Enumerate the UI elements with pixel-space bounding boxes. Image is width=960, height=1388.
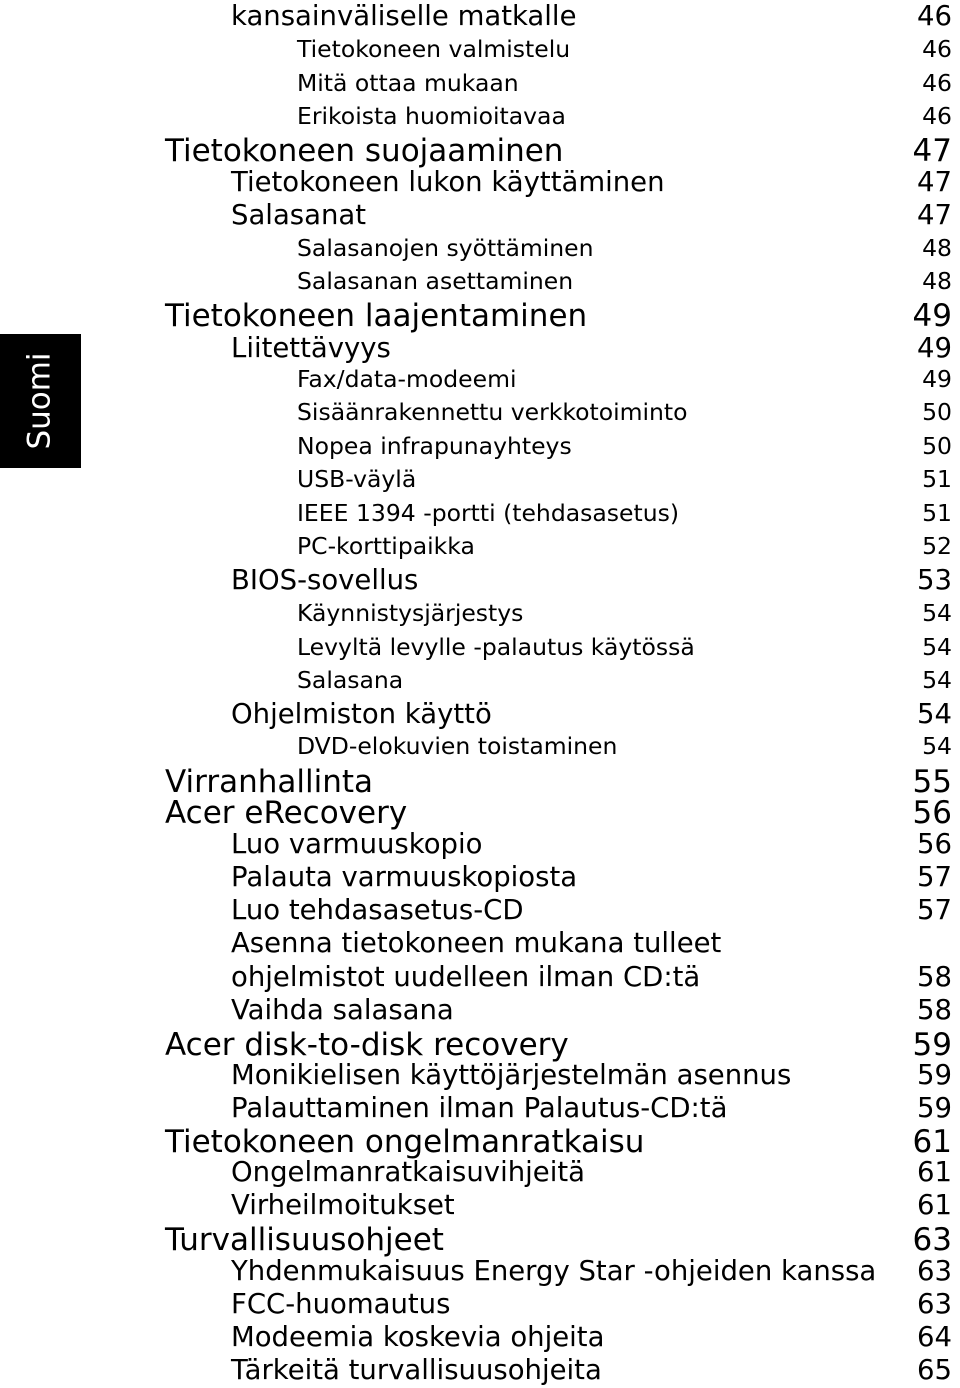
toc-entry-page: 61 xyxy=(917,1189,952,1221)
toc-entry[interactable] xyxy=(0,925,952,961)
toc-entry[interactable] xyxy=(0,595,952,631)
toc-entry-title: PC-korttipaikka xyxy=(297,532,475,560)
toc-entry-page: 47 xyxy=(917,166,952,198)
toc-entry-title: Luo tehdasasetus-CD xyxy=(231,894,524,926)
toc-entry-title: ohjelmistot uudelleen ilman CD:tä xyxy=(231,961,701,993)
toc-entry[interactable] xyxy=(0,1253,952,1289)
toc-entry-title: Luo varmuuskopio xyxy=(231,828,483,860)
toc-entry[interactable] xyxy=(0,826,952,862)
toc-entry[interactable] xyxy=(0,859,952,895)
toc-entry-page: 65 xyxy=(917,1354,952,1386)
toc-entry[interactable] xyxy=(0,959,952,995)
toc-entry-page: 57 xyxy=(917,861,952,893)
toc-entry[interactable] xyxy=(0,1286,952,1322)
toc-entry-title: Salasana xyxy=(297,666,404,694)
toc-entry[interactable] xyxy=(0,1187,952,1223)
toc-entry-title: Mitä ottaa mukaan xyxy=(297,69,519,97)
toc-entry-title: Yhdenmukaisuus Energy Star -ohjeiden kanssa xyxy=(231,1255,877,1287)
toc-entry-page: 46 xyxy=(922,35,952,63)
toc-entry-page: 47 xyxy=(912,133,952,169)
toc-entry-page: 59 xyxy=(917,1059,952,1091)
toc-entry[interactable] xyxy=(0,65,952,101)
toc-entry-title: Asenna tietokoneen mukana tulleet xyxy=(231,927,722,959)
toc-entry[interactable] xyxy=(0,394,952,430)
toc-entry[interactable] xyxy=(0,164,952,200)
toc-entry[interactable] xyxy=(0,992,952,1028)
toc-entry-page: 48 xyxy=(922,234,952,262)
toc-entry[interactable] xyxy=(0,562,952,598)
toc-entry[interactable] xyxy=(0,696,952,732)
toc-entry-title: Salasanat xyxy=(231,199,367,231)
toc-entry-title: Vaihda salasana xyxy=(231,994,454,1026)
toc-entry[interactable] xyxy=(0,1154,952,1190)
toc-entry[interactable] xyxy=(0,629,952,665)
toc-entry-page: 58 xyxy=(917,994,952,1026)
language-tab-label: Suomi xyxy=(21,352,58,450)
toc-entry-title: Ongelmanratkaisuvihjeitä xyxy=(231,1156,585,1188)
toc-entry[interactable] xyxy=(0,0,952,34)
toc-entry-page: 50 xyxy=(922,432,952,460)
toc-entry[interactable] xyxy=(0,461,952,497)
toc-entry[interactable] xyxy=(0,263,952,299)
toc-entry-page: 52 xyxy=(922,532,952,560)
toc-entry-page: 63 xyxy=(917,1288,952,1320)
toc-entry-title: Salasanan asettaminen xyxy=(297,267,574,295)
toc-entry-page: 54 xyxy=(922,732,952,760)
toc-entry-title: Liitettävyys xyxy=(231,332,391,364)
toc-entry-page: 56 xyxy=(912,795,952,831)
toc-entry-page: 61 xyxy=(912,1124,952,1160)
toc-entry-page: 51 xyxy=(922,465,952,493)
toc-entry-title: Salasanojen syöttäminen xyxy=(297,234,594,262)
toc-entry[interactable] xyxy=(0,428,952,464)
toc-entry-title: kansainväliselle matkalle xyxy=(231,0,577,32)
toc-entry[interactable] xyxy=(0,892,952,928)
toc-entry-title: IEEE 1394 -portti (tehdasasetus) xyxy=(297,499,680,527)
toc-entry-title: Erikoista huomioitavaa xyxy=(297,102,566,130)
toc-entry-page: 54 xyxy=(922,599,952,627)
toc-entry-page: 57 xyxy=(917,894,952,926)
toc-entry[interactable] xyxy=(0,197,952,233)
toc-entry-page: 63 xyxy=(917,1255,952,1287)
toc-entry-title: Tietokoneen ongelmanratkaisu xyxy=(165,1124,645,1160)
toc-entry-page: 51 xyxy=(922,499,952,527)
toc-entry[interactable] xyxy=(0,662,952,698)
toc-entry-page: 48 xyxy=(922,267,952,295)
toc-entry[interactable] xyxy=(0,1352,952,1388)
toc-entry-title: Ohjelmiston käyttö xyxy=(231,698,492,730)
toc-entry-page: 59 xyxy=(917,1092,952,1124)
toc-entry-page: 61 xyxy=(917,1156,952,1188)
toc-entry-title: Palauta varmuuskopiosta xyxy=(231,861,578,893)
toc-entry-title: USB-väylä xyxy=(297,465,417,493)
toc-entry-page: 53 xyxy=(917,564,952,596)
toc-entry-page: 55 xyxy=(912,764,952,800)
toc-entry-title: Tietokoneen lukon käyttäminen xyxy=(231,166,665,198)
toc-entry-page: 49 xyxy=(922,365,952,393)
toc-entry-title: Sisäänrakennettu verkkotoiminto xyxy=(297,398,688,426)
toc-entry-title: Virheilmoitukset xyxy=(231,1189,455,1221)
toc-entry-title: Tietokoneen suojaaminen xyxy=(165,133,564,169)
toc-entry-title: Modeemia koskevia ohjeita xyxy=(231,1321,605,1353)
toc-entry-page: 54 xyxy=(922,666,952,694)
toc-entry-page: 64 xyxy=(917,1321,952,1353)
toc-entry-page: 54 xyxy=(922,633,952,661)
toc-entry-title: Nopea infrapunayhteys xyxy=(297,432,572,460)
toc-entry[interactable] xyxy=(0,528,952,564)
toc-entry[interactable] xyxy=(0,1319,952,1355)
toc-entry-title: Palauttaminen ilman Palautus-CD:tä xyxy=(231,1092,728,1124)
toc-entry[interactable] xyxy=(0,1057,952,1093)
toc-entry-title: Levyltä levylle -palautus käytössä xyxy=(297,633,695,661)
toc-entry[interactable] xyxy=(0,495,952,531)
toc-entry-title: Fax/data-modeemi xyxy=(297,365,517,393)
toc-entry[interactable] xyxy=(0,98,952,134)
toc-entry-page: 50 xyxy=(922,398,952,426)
toc-entry-page: 63 xyxy=(912,1222,952,1258)
toc-entry-title: Tietokoneen laajentaminen xyxy=(165,298,588,334)
toc-entry-title: Tietokoneen valmistelu xyxy=(297,35,571,63)
toc-entry-page: 56 xyxy=(917,828,952,860)
toc-entry[interactable] xyxy=(0,230,952,266)
toc-entry[interactable] xyxy=(0,298,952,334)
toc-entry-title: DVD-elokuvien toistaminen xyxy=(297,732,618,760)
toc-entry-page: 49 xyxy=(912,298,952,334)
toc-entry-page: 46 xyxy=(922,69,952,97)
toc-entry[interactable] xyxy=(0,728,952,764)
toc-entry[interactable] xyxy=(0,361,952,397)
toc-entry-page: 47 xyxy=(917,199,952,231)
toc-entry-title: Virranhallinta xyxy=(165,764,374,800)
toc-entry-title: Monikielisen käyttöjärjestelmän asennus xyxy=(231,1059,792,1091)
toc-entry-page: 58 xyxy=(917,961,952,993)
toc-entry-title: Käynnistysjärjestys xyxy=(297,599,524,627)
toc-entry-page: 54 xyxy=(917,698,952,730)
toc-entry-title: FCC-huomautus xyxy=(231,1288,451,1320)
toc-entry-page: 46 xyxy=(917,0,952,32)
toc-entry-title: Acer eRecovery xyxy=(165,795,408,831)
toc-entry[interactable] xyxy=(0,1090,952,1126)
toc-entry-title: Turvallisuusohjeet xyxy=(165,1222,444,1258)
toc-entry-page: 46 xyxy=(922,102,952,130)
toc-entry[interactable] xyxy=(0,31,952,67)
toc-entry-title: Tärkeitä turvallisuusohjeita xyxy=(231,1354,602,1386)
toc-entry-page: 59 xyxy=(912,1027,952,1063)
toc-entry-title: Acer disk-to-disk recovery xyxy=(165,1027,569,1063)
toc-entry-page: 49 xyxy=(917,332,952,364)
toc-entry-title: BIOS-sovellus xyxy=(231,564,419,596)
